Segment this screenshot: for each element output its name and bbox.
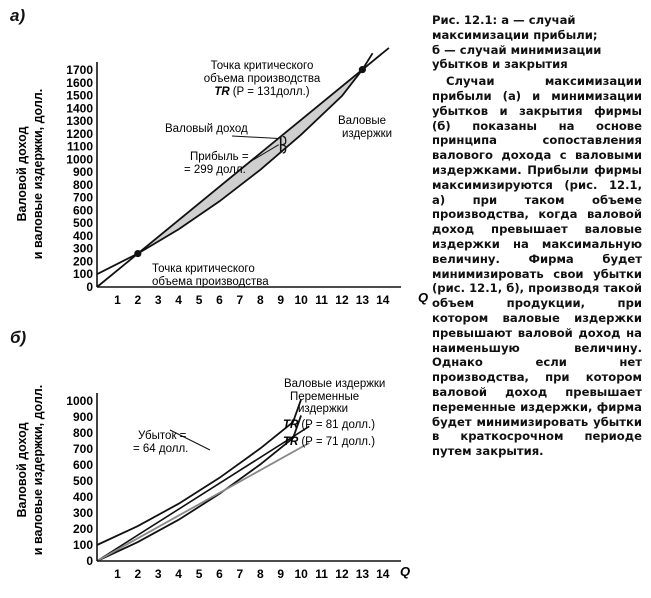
b-xtick-2: 2: [134, 567, 142, 581]
profit-label-line2: = 299 долл.: [184, 164, 246, 176]
b-xtick-13: 13: [355, 567, 370, 581]
a-ytick-1700: 1700: [66, 63, 93, 77]
chart-a-ylabel-line2: и валовые издержки, долл.: [31, 88, 45, 260]
a-ytick-500: 500: [72, 216, 93, 231]
a-ytick-1300: 1300: [66, 114, 93, 129]
b-xtick-8: 8: [256, 567, 264, 581]
a-ytick-800: 800: [72, 177, 93, 192]
b-ytick-600: 600: [72, 458, 93, 472]
a-xtick-3: 3: [154, 293, 162, 307]
tr81-tr: TR: [283, 419, 299, 431]
b-xtick-5: 5: [195, 567, 203, 581]
break-even-point-2: [359, 66, 366, 73]
a-xtick-7: 7: [236, 293, 244, 307]
a-ytick-700: 700: [72, 190, 93, 205]
a-ytick-300: 300: [72, 241, 93, 256]
chart-a-xlabel: Q: [418, 290, 429, 305]
a-xtick-8: 8: [256, 293, 264, 307]
b-series-1: [97, 415, 301, 561]
crit-top-price: (P = 131долл.): [232, 86, 310, 98]
panel-a-label: а): [10, 6, 26, 25]
a-xtick-4: 4: [175, 293, 182, 307]
gross-costs-line2: издержки: [342, 128, 393, 140]
svg-text:TR(P = 131долл.): [214, 86, 309, 98]
b-xtick-10: 10: [294, 567, 308, 581]
a-ytick-1400: 1400: [66, 101, 93, 116]
gross-income-leader-line: [232, 136, 279, 139]
a-ytick-100: 100: [72, 267, 93, 282]
b-ytick-200: 200: [72, 522, 93, 536]
b-ytick-300: 300: [72, 506, 93, 520]
b-xtick-6: 6: [216, 567, 223, 581]
b-xtick-3: 3: [154, 567, 162, 581]
variable-costs-line1: Переменные: [290, 391, 360, 403]
a-ytick-600: 600: [72, 203, 93, 218]
loss-label-line2: = 64 долл.: [133, 443, 189, 455]
a-ytick-900: 900: [72, 165, 93, 180]
a-xtick-6: 6: [216, 293, 223, 307]
crit-top-line1: Точка критического: [210, 60, 314, 72]
a-ytick-1500: 1500: [66, 88, 93, 103]
break-even-point-1: [134, 250, 141, 257]
b-ytick-100: 100: [72, 538, 93, 552]
caption-line-2: максимизации прибыли;: [432, 27, 598, 42]
a-ytick-1000: 1000: [66, 152, 93, 167]
caption-line-1: Рис. 12.1: а — случай: [432, 13, 576, 27]
body-paragraph: Случаи максимизации прибыли (а) и минимизации убытков и закрытия фирмы (б) показаны на основе принципа сопоставления валового дохода с валовыми издержками. Прибыли фирмы максимизируются (рис. 12.1, а) при таком объеме производства, когда валовой доход превышает валовые издержки на максимальную величину. Фирма будет минимизировать свои убытки (рис. 12.1, б), производя такой объем продукции, при котором валовые издержки превышают валовой доход на наименьшую величину. Однако если нет производства, при котором валовой доход превышает переменные издержки, фирма будет минимизировать убытки в краткосрочном периоде путем закрытия.: [432, 74, 642, 459]
a-xtick-11: 11: [315, 293, 328, 307]
a-xtick-9: 9: [277, 293, 285, 307]
a-xtick-12: 12: [335, 293, 349, 307]
a-xtick-13: 13: [355, 293, 370, 307]
crit-bottom-line2: объема производства: [152, 276, 269, 288]
a-ytick-1200: 1200: [66, 126, 93, 141]
loss-label-line1: Убыток =: [138, 430, 187, 442]
b-xtick-12: 12: [335, 567, 349, 581]
caption-line-4: убытков и закрытия: [432, 57, 568, 72]
b-series-3: [97, 443, 309, 561]
caption-line-3: б — случай минимизации: [432, 42, 602, 57]
a-ytick-0: 0: [86, 280, 93, 294]
variable-costs-line2: издержки: [298, 403, 349, 415]
b-xtick-14: 14: [376, 567, 390, 581]
b-ytick-0: 0: [86, 554, 93, 568]
b-xtick-9: 9: [277, 567, 285, 581]
a-ytick-200: 200: [72, 254, 93, 269]
a-xtick-2: 2: [134, 293, 142, 307]
a-xtick-1: 1: [114, 293, 121, 307]
b-xtick-4: 4: [175, 567, 182, 581]
a-ytick-400: 400: [72, 228, 93, 243]
b-ytick-700: 700: [72, 442, 93, 456]
svg-text:TR(P = 71 долл.): [283, 436, 375, 448]
a-xtick-14: 14: [376, 293, 390, 307]
chart-a-ylabel-line1: Валовой доход: [15, 126, 29, 222]
b-ytick-900: 900: [72, 410, 93, 424]
crit-bottom-line1: Точка критического: [152, 263, 255, 275]
chart-b-ylabel-line1: Валовой доход: [15, 422, 29, 518]
svg-text:TR(P = 81 долл.): [283, 419, 375, 431]
tr71-price: (P = 71 долл.): [301, 436, 376, 448]
chart-b-xlabel: Q: [400, 564, 411, 579]
a-xtick-5: 5: [195, 293, 203, 307]
tr71-tr: TR: [283, 436, 299, 448]
b-xtick-11: 11: [315, 567, 328, 581]
crit-top-tr: TR: [214, 86, 230, 98]
b-ytick-800: 800: [72, 426, 93, 440]
text-column: [432, 13, 642, 459]
total-costs-label: Валовые издержки: [284, 378, 386, 390]
tr81-price: (P = 81 долл.): [301, 419, 376, 431]
b-xtick-7: 7: [236, 567, 244, 581]
b-series-0: [97, 399, 301, 545]
b-xtick-1: 1: [114, 567, 121, 581]
chart-b: [0, 330, 430, 598]
crit-top-line2: объема производства: [203, 73, 321, 85]
b-ytick-500: 500: [72, 474, 93, 488]
b-ytick-1000: 1000: [66, 394, 93, 408]
chart-a: [0, 0, 430, 320]
panel-b-label: б): [10, 328, 27, 347]
figure-caption: [432, 13, 642, 72]
gross-costs-line1: Валовые: [338, 115, 387, 127]
chart-b-ylabel-line2: и валовые издержки, долл.: [31, 384, 45, 556]
a-ytick-1600: 1600: [66, 75, 93, 90]
profit-label-line1: Прибыль =: [190, 151, 249, 163]
a-ytick-1100: 1100: [66, 139, 93, 154]
b-ytick-400: 400: [72, 490, 93, 504]
gross-income-label: Валовый доход: [165, 123, 248, 135]
a-xtick-10: 10: [294, 293, 308, 307]
